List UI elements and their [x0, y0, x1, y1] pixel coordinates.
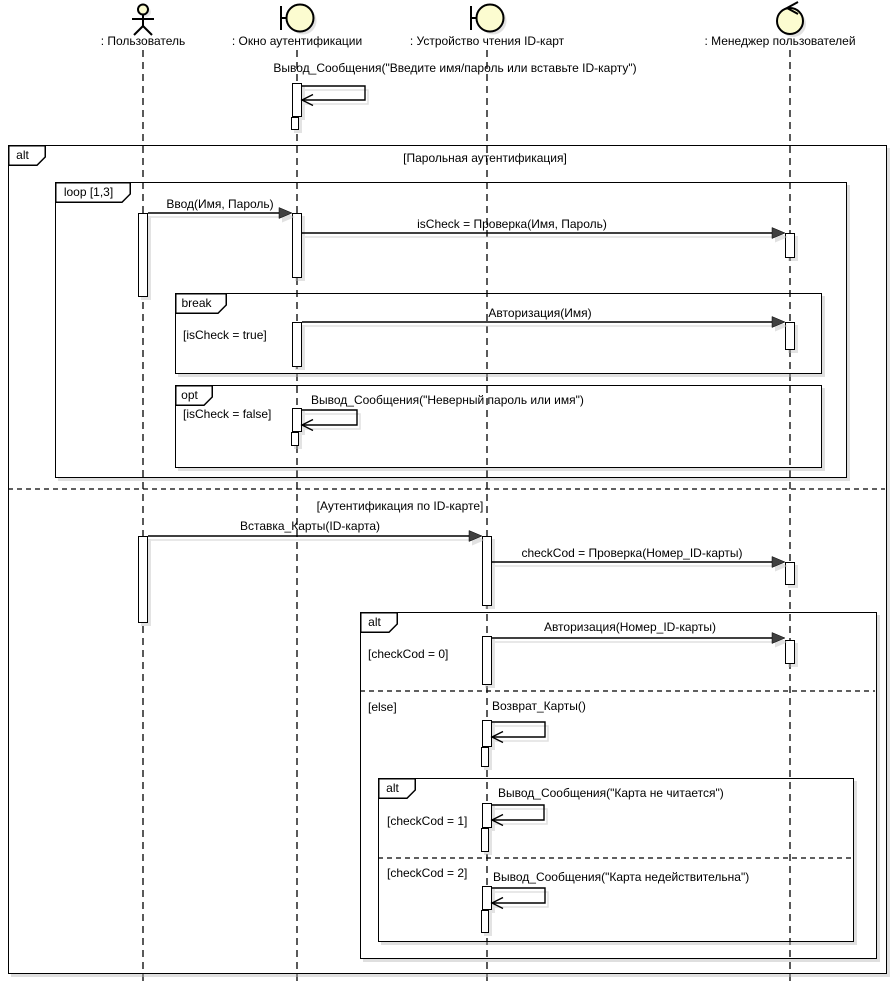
fragment-operator-break: break [175, 293, 227, 314]
alt-dividers [8, 489, 885, 858]
self-message-wrong-password [302, 410, 357, 425]
guard-ischeck-false: [isCheck = false] [183, 407, 272, 421]
lifeline-label-card-reader: : Устройство чтения ID-карт [409, 34, 565, 48]
lifeline-label-user-manager: : Менеджер пользователей [704, 34, 856, 48]
self-message-prompt [302, 86, 365, 100]
self-message-card-invalid [492, 888, 545, 903]
message-label-wrong-password: Вывод_Сообщения("Неверный пароль или имя") [311, 393, 584, 407]
guard-checkcod-0: [checkCod = 0] [368, 647, 449, 661]
guard-checkcod-2: [checkCod = 2] [387, 866, 468, 880]
guard-checkcod-1: [checkCod = 1] [387, 814, 468, 828]
message-label-return-card: Возврат_Карты() [492, 699, 586, 713]
message-label-authorize-name: Авторизация(Имя) [488, 306, 592, 320]
message-label-insert-card: Вставка_Карты(ID-карта) [239, 519, 381, 533]
self-message-return-card [492, 722, 545, 737]
message-label-card-unreadable: Вывод_Сообщения("Карта не читается") [498, 786, 724, 800]
fragment-operator-alt-card-inner: alt [378, 778, 416, 799]
fragment-operator-alt-card: alt [360, 612, 398, 633]
message-label-card-invalid: Вывод_Сообщения("Карта недействительна") [493, 870, 750, 884]
message-label-prompt: Вывод_Сообщения("Введите имя/пароль или вставьте ID-карту") [273, 61, 637, 75]
fragment-operator-opt: opt [175, 385, 213, 406]
lifeline-label-auth-window: : Окно аутентификации [231, 34, 363, 48]
guard-ischeck-true: [isCheck = true] [183, 328, 267, 342]
guard-password-auth: [Парольная аутентификация] [403, 151, 567, 165]
message-lines [148, 213, 774, 638]
message-label-input-credentials: Ввод(Имя, Пароль) [166, 197, 274, 211]
lifeline-label-user: : Пользователь [100, 34, 186, 48]
message-label-authorize-card: Авторизация(Номер_ID-карты) [543, 620, 717, 634]
self-message-card-unreadable [492, 805, 544, 820]
guard-idcard-auth: [Аутентификация по ID-карте] [316, 499, 484, 513]
guard-else: [else] [368, 700, 397, 714]
message-label-check-credentials: isCheck = Проверка(Имя, Пароль) [417, 217, 607, 231]
message-label-check-card: checkCod = Проверка(Номер_ID-карты) [521, 546, 743, 560]
fragment-operator-alt-outer: alt [8, 145, 46, 166]
fragment-operator-loop: loop [1,3] [55, 182, 131, 203]
